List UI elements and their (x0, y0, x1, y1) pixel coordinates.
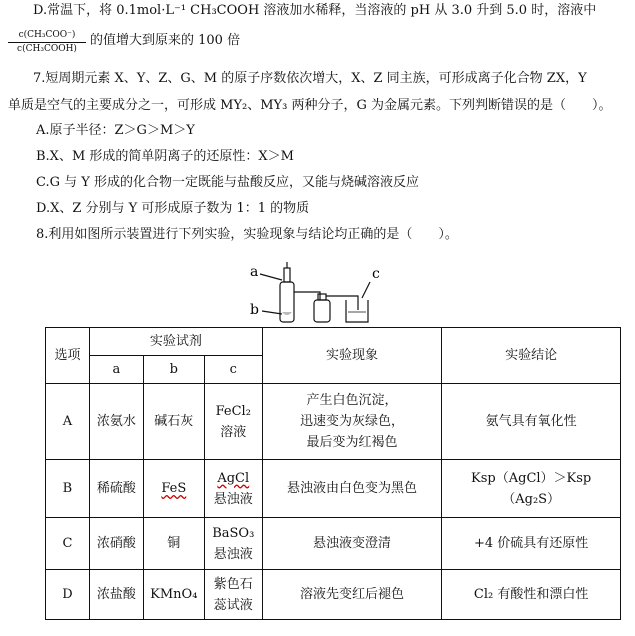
cell-conclusion: Cl₂ 有酸性和漂白性 (442, 570, 621, 620)
q7-option-c: C.G 与 Y 形成的化合物一定既能与盐酸反应，又能与烧碱溶液反应 (36, 175, 419, 190)
cell-conclusion: 氨气具有氧化性 (442, 384, 621, 460)
cell-conclusion (442, 460, 621, 518)
header-c: c (204, 356, 262, 384)
generator-tube (280, 282, 294, 322)
cell-conclusion: +4 价硫具有还原性 (442, 518, 621, 570)
dropping-funnel (284, 268, 290, 282)
phenomenon-line3: 最后变为红褐色 (306, 435, 398, 450)
cell-c-line1: BaSO₃ (212, 525, 255, 541)
cell-option: C (46, 518, 90, 570)
phenomenon-line2: 迅速变为灰绿色， (300, 414, 405, 429)
experiment-table (45, 327, 621, 620)
fraction-numerator: c(CH₃COO⁻) (8, 30, 86, 43)
q7-option-d: D.X、Z 分别与 Y 可形成原子数为 1：1 的物质 (36, 201, 310, 216)
header-conclusion: 实验结论 (442, 328, 621, 384)
label-c: c (372, 266, 380, 282)
header-row-1 (46, 328, 621, 356)
cell-c-line1: 紫色石 (213, 576, 253, 592)
cell-c (204, 384, 262, 460)
cell-b: KMnO₄ (143, 570, 204, 620)
q7-option-b: B.X、M 形成的简单阴离子的还原性：X＞M (36, 149, 294, 164)
label-b-pointer (262, 311, 282, 314)
cell-c-line2: 悬浊液 (213, 491, 253, 507)
fraction-denominator: c(CH₃COOH) (17, 44, 77, 54)
cell-phenomenon: 悬浊液变澄清 (262, 518, 442, 570)
cell-a: 浓氨水 (89, 384, 143, 460)
header-reagents: 实验试剂 (89, 328, 262, 356)
cell-phenomenon (262, 384, 442, 460)
option-d-line2: 的值增大到原来的 100 倍 (90, 33, 241, 48)
label-b: b (250, 302, 259, 318)
q7-line2: 单质是空气的主要成分之一，可形成 MY₂、MY₃ 两种分子，G 为金属元素。下列判断错误的是（ ）。 (8, 98, 612, 113)
option-d-line1: D.常温下，将 0.1mol·L⁻¹ CH₃COOH 溶液加水稀释，当溶液的 pH 从 3.0 升到 5.0 时，溶液中 (33, 3, 597, 18)
q7-line1: 7.短周期元素 X、Y、Z、G、M 的原子序数依次增大，X、Z 同主族，可形成离子化合物 ZX，Y (33, 71, 587, 86)
table-row (46, 570, 621, 620)
q7-option-a: A.原子半径：Z＞G＞M＞Y (36, 123, 195, 138)
cell-c-line2: 悬浊液 (213, 546, 253, 562)
table-row (46, 460, 621, 518)
phenomenon-line1: 产生白色沉淀， (306, 393, 398, 408)
cell-phenomenon: 溶液先变红后褪色 (262, 570, 442, 620)
header-a: a (89, 356, 143, 384)
cell-c (204, 460, 262, 518)
fraction (8, 30, 86, 55)
delivery-tube-2 (326, 296, 358, 310)
cell-c-line1: AgCl (217, 470, 250, 486)
cell-a: 稀硫酸 (89, 460, 143, 518)
cell-c (204, 570, 262, 620)
cell-a: 浓硝酸 (89, 518, 143, 570)
label-a: a (250, 264, 259, 280)
apparatus-diagram (242, 262, 392, 326)
table-row (46, 384, 621, 460)
conclusion-line1: Ksp（AgCl）＞Ksp (471, 470, 592, 486)
cell-c (204, 518, 262, 570)
cell-option: A (46, 384, 90, 460)
cell-c-line2: 蕊试液 (213, 597, 253, 613)
table-row (46, 518, 621, 570)
header-b: b (143, 356, 204, 384)
cell-b: FeS (143, 460, 204, 518)
cell-option: D (46, 570, 90, 620)
delivery-tube-1 (294, 292, 320, 300)
cell-c-line2: 溶液 (220, 424, 247, 440)
header-phenomenon: 实验现象 (262, 328, 442, 384)
q8-stem: 8.利用如图所示装置进行下列实验，实验现象与结论均正确的是（ ）。 (36, 227, 458, 242)
cell-b: 碱石灰 (143, 384, 204, 460)
label-a-pointer (260, 274, 282, 280)
label-c-pointer (362, 282, 370, 298)
header-option: 选项 (46, 328, 90, 384)
cell-b: 铜 (143, 518, 204, 570)
cell-a: 浓盐酸 (89, 570, 143, 620)
cell-phenomenon: 悬浊液由白色变为黑色 (262, 460, 442, 518)
cell-c-line1: FeCl₂ (215, 403, 251, 419)
conclusion-line2: （Ag₂S） (502, 491, 561, 507)
cell-option: B (46, 460, 90, 518)
beaker-c (346, 300, 368, 322)
wash-bottle (314, 300, 330, 322)
